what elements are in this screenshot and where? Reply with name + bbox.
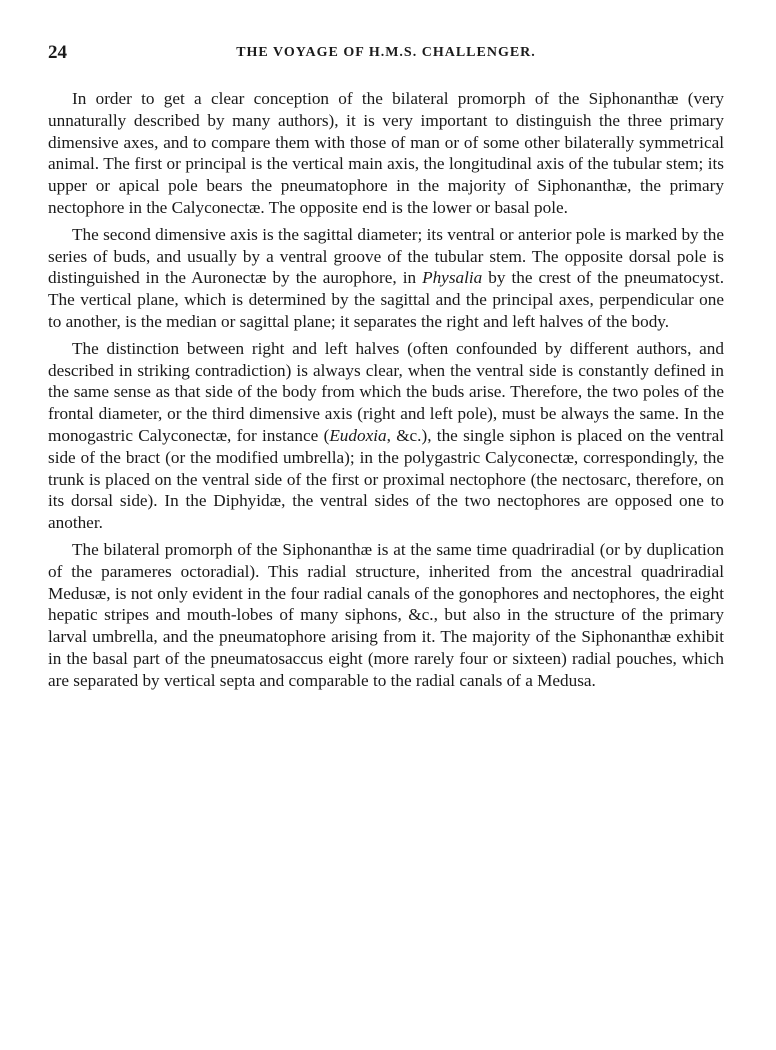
- body-text: [48, 88, 724, 692]
- paragraph-3-part-2: , &c.), the single siphon is placed on the ventral side of the bract (or the modified umbrella); in the polygastric Calyconectæ, correspondingly, the trunk is placed on the ventral side of the first or proximal nectophore (the nectosarc, therefore, on its dorsal side). In the Diphyidæ, the ventral sides of the two nectophores are opposed one to another.: [48, 425, 724, 533]
- paragraph-3-part-1: The distinction between right and left halves (often confounded by different authors, and described in striking contradiction) is always clear, when the ventral side is constantly defined in the same sense as that side of the body from which the buds arise. Therefore, the two poles of the frontal diameter, or the third dimensive axis (right and left pole), must be always the same. In the monogastric Calyconectæ, for instance (: [48, 338, 724, 445]
- paragraph-1: In order to get a clear conception of the bilateral promorph of the Siphonanthæ (very unnaturally described by many authors), it is very important to distinguish the three primary dimensive axes, and to compare them with those of man or of some other bilaterally symmetrical animal. The first or principal is the vertical main axis, the longitudinal axis of the tubular stem; its upper or apical pole bears the pneumatophore in the majority of Siphonanthæ, the primary nectophore in the Calyconectæ. The opposite end is the lower or basal pole.: [48, 89, 724, 217]
- paragraph-3: [48, 338, 724, 534]
- paragraph-4: The bilateral promorph of the Siphonanthæ is at the same time quadriradial (or by duplication of the parameres octoradial). This radial structure, inherited from the ancestral quadriradial Medusæ, is not only evident in the four radial canals of the gonophores and nectophores, the eight hepatic stripes and mouth-lobes of many siphons, &c., but also in the structure of the primary larval umbrella, and the pneumatophore arising from it. The majority of the Siphonanthæ exhibit in the basal part of the pneumatosaccus eight (more rarely four or sixteen) radial pouches, which are separated by vertical septa and comparable to the radial canals of a Medusa.: [48, 539, 724, 690]
- page-header: [48, 42, 724, 66]
- paragraph-2-italic-term: Physalia: [422, 268, 483, 288]
- page-number: 24: [48, 42, 67, 63]
- paragraph-2-part-2: by the crest of the pneumatocyst. The vertical plane, which is determined by the sagittal and the principal axes, perpendicular one to another, is the median or sagittal plane; it separates the right and left halves of the body.: [48, 268, 724, 331]
- paragraph-3-italic-term: Eudoxia: [329, 425, 387, 445]
- paragraph-2: [48, 224, 724, 333]
- paragraph-2-part-1: The second dimensive axis is the sagittal diameter; its ventral or anterior pole is marked by the series of buds, and usually by a ventral groove of the tubular stem. The opposite dorsal pole is distinguished in the Auronectæ by the aurophore, in: [48, 224, 724, 288]
- book-page: [48, 42, 724, 697]
- running-title: THE VOYAGE OF H.M.S. CHALLENGER.: [236, 45, 536, 60]
